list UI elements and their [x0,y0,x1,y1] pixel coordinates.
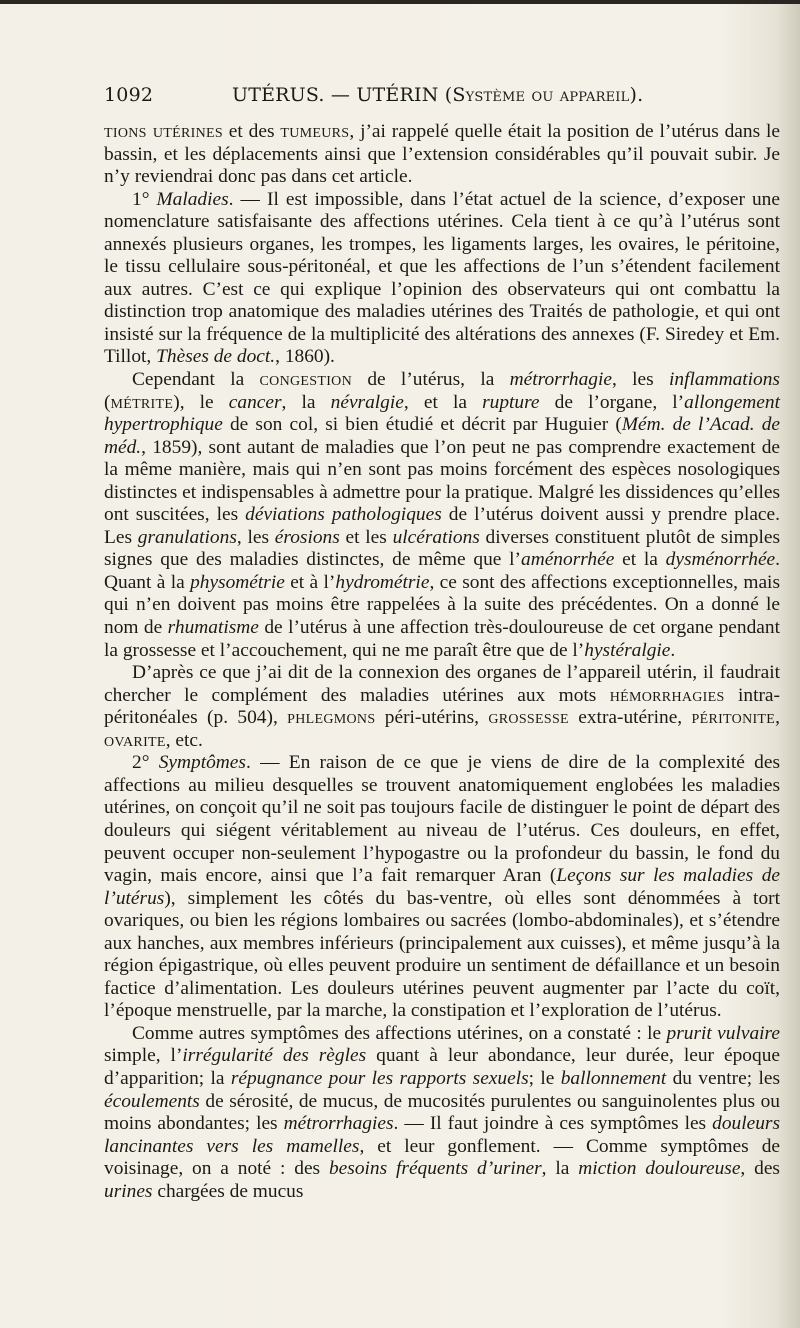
italic-term: dysménorrhée [665,549,776,571]
paragraph [104,189,780,369]
italic-term: rupture [482,391,540,413]
text-run: . [670,639,676,661]
text-run: quant à leur abondance, leur durée, leur époque d’apparition; la [104,1045,780,1089]
text-run: , j’ai rappelé quelle était la position de l’utérus dans le bassin, et les déplacements ainsi que l’extension considérables qu’il pouvait subir. Je n’y reviendrai donc pas dans cet article. [104,121,781,188]
text-run: , etc. [165,729,203,751]
text-run: . Quant à la [104,549,781,593]
text-run: D’après ce que j’ai dit de la connexion des organes de l’appareil utérin, il faudrait chercher le complément des maladies utérines aux mots [104,662,780,706]
smallcaps-term: tumeurs [280,121,350,142]
italic-term: érosions [274,526,340,548]
italic-term: ballonnement [560,1067,667,1089]
text-run: Cependant la [132,369,260,391]
paragraph [104,369,780,662]
text-run: , ce sont des affections exceptionnelles, mais qui n’en doivent pas moins être rappelées à la suite des précédentes. On a donné le nom de [104,571,780,639]
text-run: , les [611,369,670,391]
smallcaps-term: métrite [110,391,174,413]
text-run: et à l’ [284,571,336,593]
text-run: ; le [528,1067,561,1089]
italic-term: urines [104,1180,153,1202]
text-run: , 1860). [275,346,335,368]
text-run: ), le [173,391,229,413]
smallcaps-term: hémorrhagies [609,684,725,706]
text-run: . — Il est impossible, dans l’état actuel de la science, d’exposer une nomenclature satisfaisante des affections utérines. Cela tient à ce qu’à l’utérus sont annexés plusieurs organes, les trompes, les ligaments larges, les ovaires, le péritoine, le tissu cellulaire sous-péritonéal, et que les affections de l’un s’étendent facilement aux autres. C’est ce qui explique l’opinion des observateurs qui ont combattu la distinction trop anatomique des maladies utérines des Traités de pathologie, et qui ont insisté sur la fréquence de la multiplicité des altérations des annexes (F. Siredey et Em. Tillot, [104,188,780,368]
text-run: du ventre; les [666,1067,781,1089]
smallcaps-term: congestion [259,369,352,391]
italic-term: déviations pathologiques [245,504,442,526]
italic-term: physométrie [190,571,285,593]
italic-term: allongement hypertrophique [104,391,780,436]
smallcaps-term: grossesse [488,707,569,729]
text-run: , la [281,391,331,413]
page-number: 1092 [104,84,154,106]
text-run: 1° [132,188,157,210]
text-run: extra-utérine, [568,707,692,729]
text-run: , [775,707,780,729]
smallcaps-term: phlegmons [287,707,376,729]
text-run: de l’utérus doivent aussi y prendre place. Les [104,504,780,548]
text-run: , les [236,526,275,548]
italic-term: granulations [137,526,237,548]
text-run: 2° [132,752,159,774]
text-run: et des [222,121,281,142]
italic-term: Symptômes [158,752,246,774]
italic-term: Leçons sur les maladies de l’utérus [104,865,780,909]
text-run: de l’organe, l’ [539,391,685,413]
italic-term: Maladies [156,188,229,210]
body-text [104,121,780,1203]
smallcaps-term: péritonite [691,707,776,729]
italic-term: prurit vulvaire [666,1022,780,1044]
italic-term: ulcérations [392,526,480,548]
italic-term: hydrométrie [335,571,430,593]
paragraph [104,662,780,752]
text-run: , et leur gonflement. — Comme symptômes de voisinage, on a noté : des [104,1135,780,1180]
paragraph [104,121,780,189]
running-title: UTÉRUS. — UTÉRIN (Système ou appareil). [232,84,644,106]
italic-term: Thèses de doct. [156,346,276,368]
text-run: simple, l’ [104,1045,183,1067]
text-run: Comme autres symptômes des affections utérines, on a constaté : le [132,1022,667,1044]
smallcaps-term: ovarite [104,729,166,751]
text-run: de sérosité, de mucus, de mucosités purulentes ou sanguinolentes plus ou moins abondantes; les [104,1090,780,1135]
text-run: intra-péritonéales (p. 504), [104,684,780,729]
smallcaps-term: tions utérines [104,121,223,142]
text-run: de son col, si bien étudié et décrit par Huguier ( [222,414,622,436]
text-run: de l’utérus à une affection très-douloureuse de cet organe pendant la grossesse et l’accouchement, qui ne me paraît être que de l’ [104,617,780,661]
italic-term: rhumatisme [167,617,259,639]
text-run: et la [614,549,666,571]
paragraph [104,1023,780,1203]
italic-term: névralgie [330,391,404,413]
italic-term: métrorrhagie [509,369,612,391]
text-run: , 1859), sont autant de maladies que l’on peut ne pas comprendre exactement de la même manière, mais qui n’en sont pas moins forcément des espèces nosologiques distinctes et indispensables à admettre pour la pratique. Malgré les dissidences qu’elles ont suscitées, les [104,436,780,526]
italic-term: douleurs lancinantes vers les mamelles [104,1113,781,1157]
italic-term: répugnance pour les rapports sexuels [230,1067,529,1089]
paragraph [104,752,780,1023]
italic-term: cancer [228,391,282,413]
italic-term: aménorrhée [521,549,615,571]
italic-term: miction douloureuse [578,1158,741,1180]
text-run: de l’utérus, la [352,369,510,391]
text-run: diverses constituent plutôt de simples signes que des maladies distinctes, de même que l’ [104,526,780,571]
top-border [0,0,800,4]
text-run: , des [740,1158,780,1180]
italic-term: métrorrhagies [283,1113,394,1135]
text-run: ( [104,391,111,413]
text-run: chargées de mucus [152,1180,304,1202]
italic-term: inflammations [669,369,780,391]
text-run: et les [339,526,393,548]
italic-term: hystéralgie [584,639,671,661]
italic-term: irrégularité des règles [182,1045,367,1067]
italic-term: Mém. de l’Acad. de méd. [104,414,780,458]
text-run: . — Il faut joindre à ces symptômes les [393,1113,713,1135]
text-run: ), simplement les côtés du bas-ventre, où elles sont dénommées à tort ovariques, ou bien les régions lombaires ou sacrées (lombo-abdominales), et s’étendre aux hanches, aux membres inférieurs (principalement aux cuisses), et même jusqu’à la région épigastrique, où elles peuvent produire un sentiment de défaillance et un besoin factice d’alimentation. Les douleurs utérines peuvent augmenter par l’acte du coït, l’époque menstruelle, par la marche, la constipation et l’exploration de l’utérus. [104,887,780,1022]
italic-term: besoins fréquents d’uriner [328,1158,542,1180]
italic-term: écoulements [104,1090,200,1112]
text-run: , et la [403,391,483,413]
text-run: , la [541,1158,579,1180]
text-run: péri-utérins, [375,707,489,729]
text-run: . — En raison de ce que je viens de dire de la complexité des affections au milieu desquelles se trouvent anatomiquement englobées les maladies utérines, on conçoit qu’il ne soit pas toujours facile de distinguer le point de départ des douleurs qui siégent véritablement au niveau de l’utérus. Ces douleurs, en effet, peuvent occuper non-seulement l’hypogastre ou la profondeur du bassin, le fond du vagin, mais encore, ainsi que l’a fait remarquer Aran ( [104,752,780,887]
